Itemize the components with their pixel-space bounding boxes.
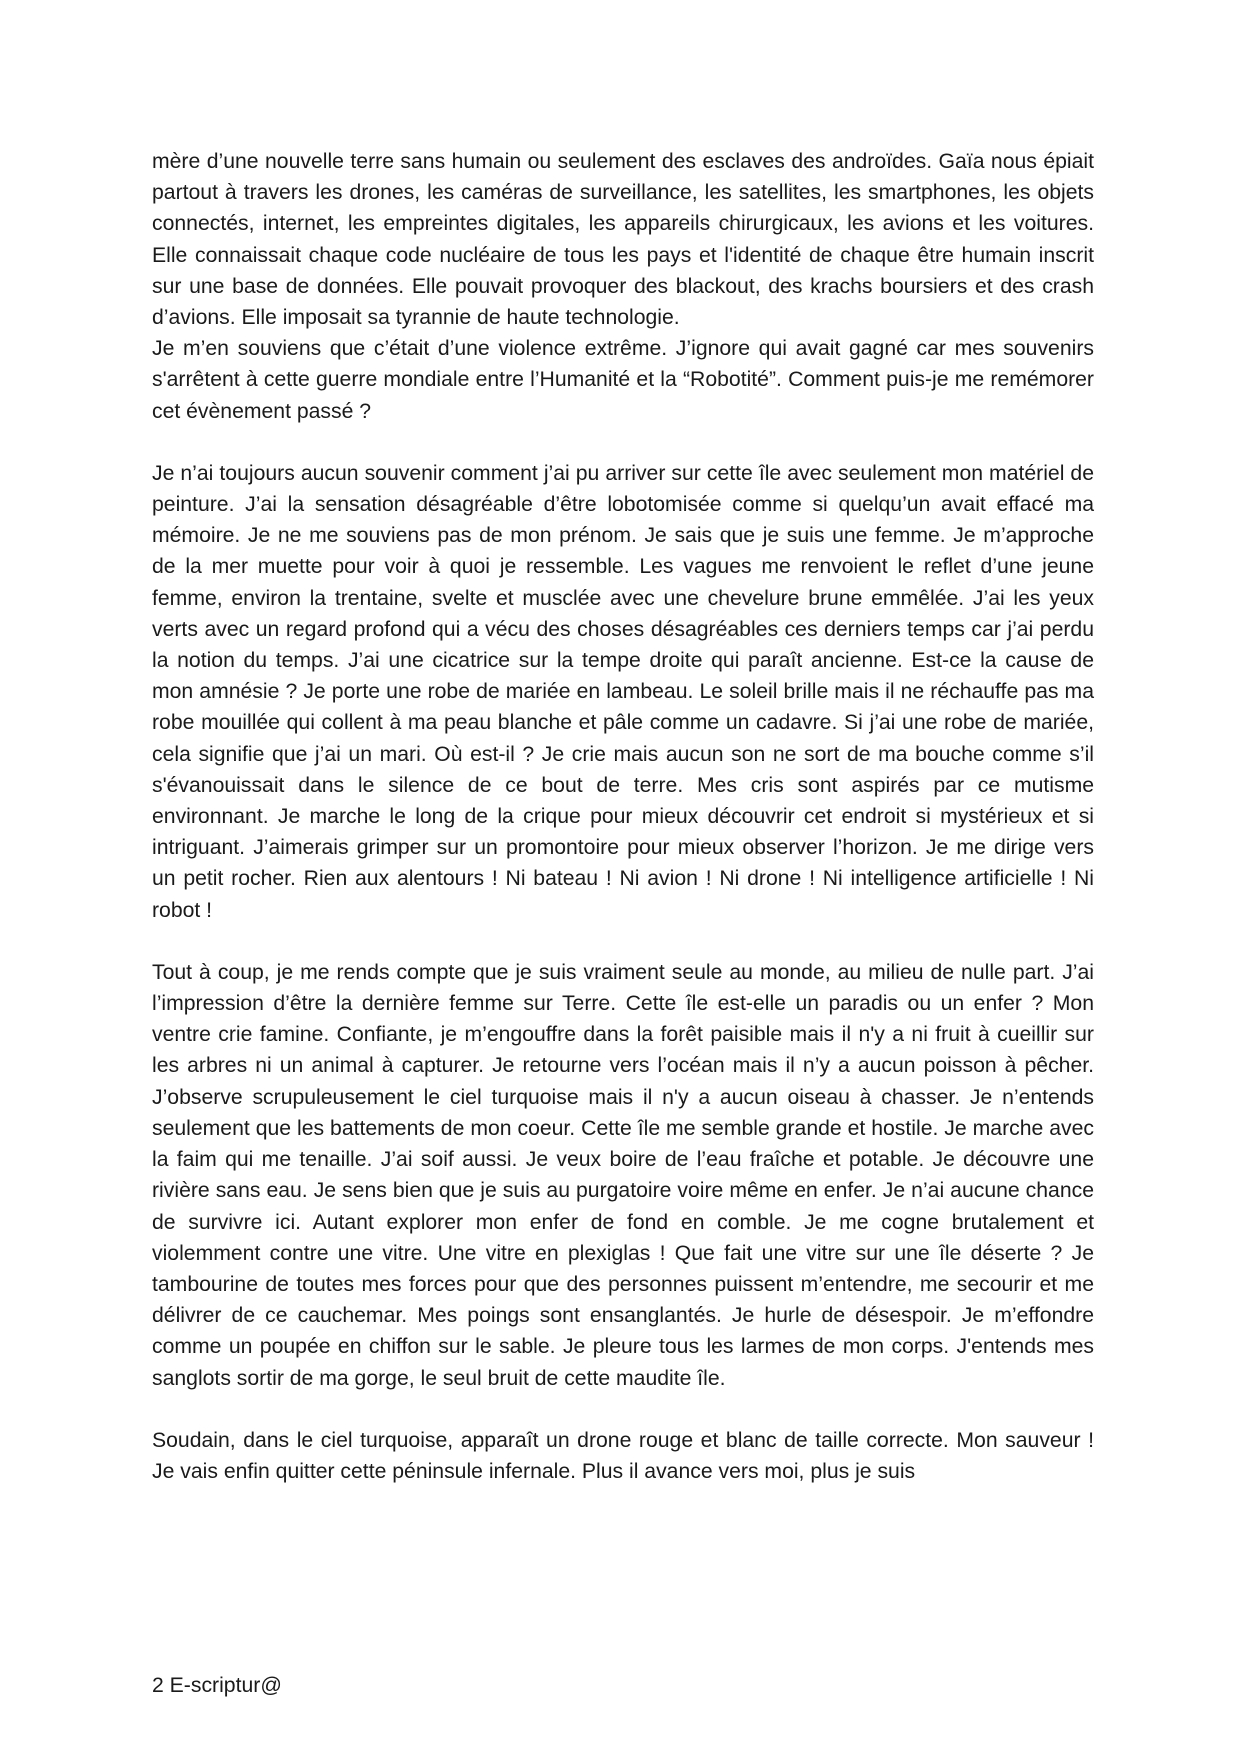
page-body — [152, 146, 1094, 1487]
paragraph-3: Tout à coup, je me rends compte que je suis vraiment seule au monde, au milieu de nulle part. J’ai l’impression d’être la dernière femme sur Terre. Cette île est-elle un paradis ou un enfer ? Mon ventre crie famine. Confiante, je m’engouffre dans la forêt paisible mais il n'y a ni fruit à cueillir sur les arbres ni un animal à capturer. Je retourne vers l’océan mais il n’y a aucun poisson à pêcher. J’observe scrupuleusement le ciel turquoise mais il n'y a aucun oiseau à chasser. Je n’entends seulement que les battements de mon coeur. Cette île me semble grande et hostile. Je marche avec la faim qui me tenaille. J’ai soif aussi. Je veux boire de l’eau fraîche et potable. Je découvre une rivière sans eau. Je sens bien que je suis au purgatoire voire même en enfer. Je n’ai aucune chance de survivre ici. Autant explorer mon enfer de fond en comble. Je me cogne brutalement et violemment contre une vitre. Une vitre en plexiglas ! Que fait une vitre sur une île déserte ? Je tambourine de toutes mes forces pour que des personnes puissent m’entendre, me secourir et me délivrer de ce cauchemar. Mes poings sont ensanglantés. Je hurle de désespoir. Je m’effondre comme un poupée en chiffon sur le sable. Je pleure tous les larmes de mon corps. J'entends mes sanglots sortir de ma gorge, le seul bruit de cette maudite île. — [152, 960, 1094, 1390]
paragraph-1: mère d’une nouvelle terre sans humain ou seulement des esclaves des androïdes. Gaïa nous épiait partout à travers les drones, les caméras de surveillance, les satellites, les smartphones, les objets connectés, internet, les empreintes digitales, les appareils chirurgicaux, les avions et les voitures. Elle connaissait chaque code nucléaire de tous les pays et l'identité de chaque être humain inscrit sur une base de données. Elle pouvait provoquer des blackout, des krachs boursiers et des crash d’avions. Elle imposait sa tyrannie de haute technologie. Je m’en souviens que c’était d’une violence extrême. J’ignore qui avait gagné car mes souvenirs s'arrêtent à cette guerre mondiale entre l’Humanité et la “Robotité”. Comment puis-je me remémorer cet évènement passé ? — [152, 150, 1094, 423]
page-footer: 2 E-scriptur@ — [152, 1674, 282, 1697]
paragraph-4: Soudain, dans le ciel turquoise, apparaît un drone rouge et blanc de taille correcte. Mon sauveur ! Je vais enfin quitter cette péninsule infernale. Plus il avance vers moi, plus je suis — [152, 1428, 1094, 1483]
paragraph-2: Je n’ai toujours aucun souvenir comment j’ai pu arriver sur cette île avec seulement mon matériel de peinture. J’ai la sensation désagréable d’être lobotomisée comme si quelqu’un avait effacé ma mémoire. Je ne me souviens pas de mon prénom. Je sais que je suis une femme. Je m’approche de la mer muette pour voir à quoi je ressemble. Les vagues me renvoient le reflet d’une jeune femme, environ la trentaine, svelte et musclée avec une chevelure brune emmêlée. J’ai les yeux verts avec un regard profond qui a vécu des choses désagréables ces derniers temps car j’ai perdu la notion du temps. J’ai une cicatrice sur la tempe droite qui paraît ancienne. Est-ce la cause de mon amnésie ? Je porte une robe de mariée en lambeau. Le soleil brille mais il ne réchauffe pas ma robe mouillée qui collent à ma peau blanche et pâle comme un cadavre. Si j’ai une robe de mariée, cela signifie que j’ai un mari. Où est-il ? Je crie mais aucun son ne sort de ma bouche comme s’il s'évanouissait dans le silence de ce bout de terre. Mes cris sont aspirés par ce mutisme environnant. Je marche le long de la crique pour mieux découvrir cet endroit si mystérieux et si intriguant. J’aimerais grimper sur un promontoire pour mieux observer l’horizon. Je me dirige vers un petit rocher. Rien aux alentours ! Ni bateau ! Ni avion ! Ni drone ! Ni intelligence artificielle ! Ni robot ! — [152, 461, 1094, 922]
